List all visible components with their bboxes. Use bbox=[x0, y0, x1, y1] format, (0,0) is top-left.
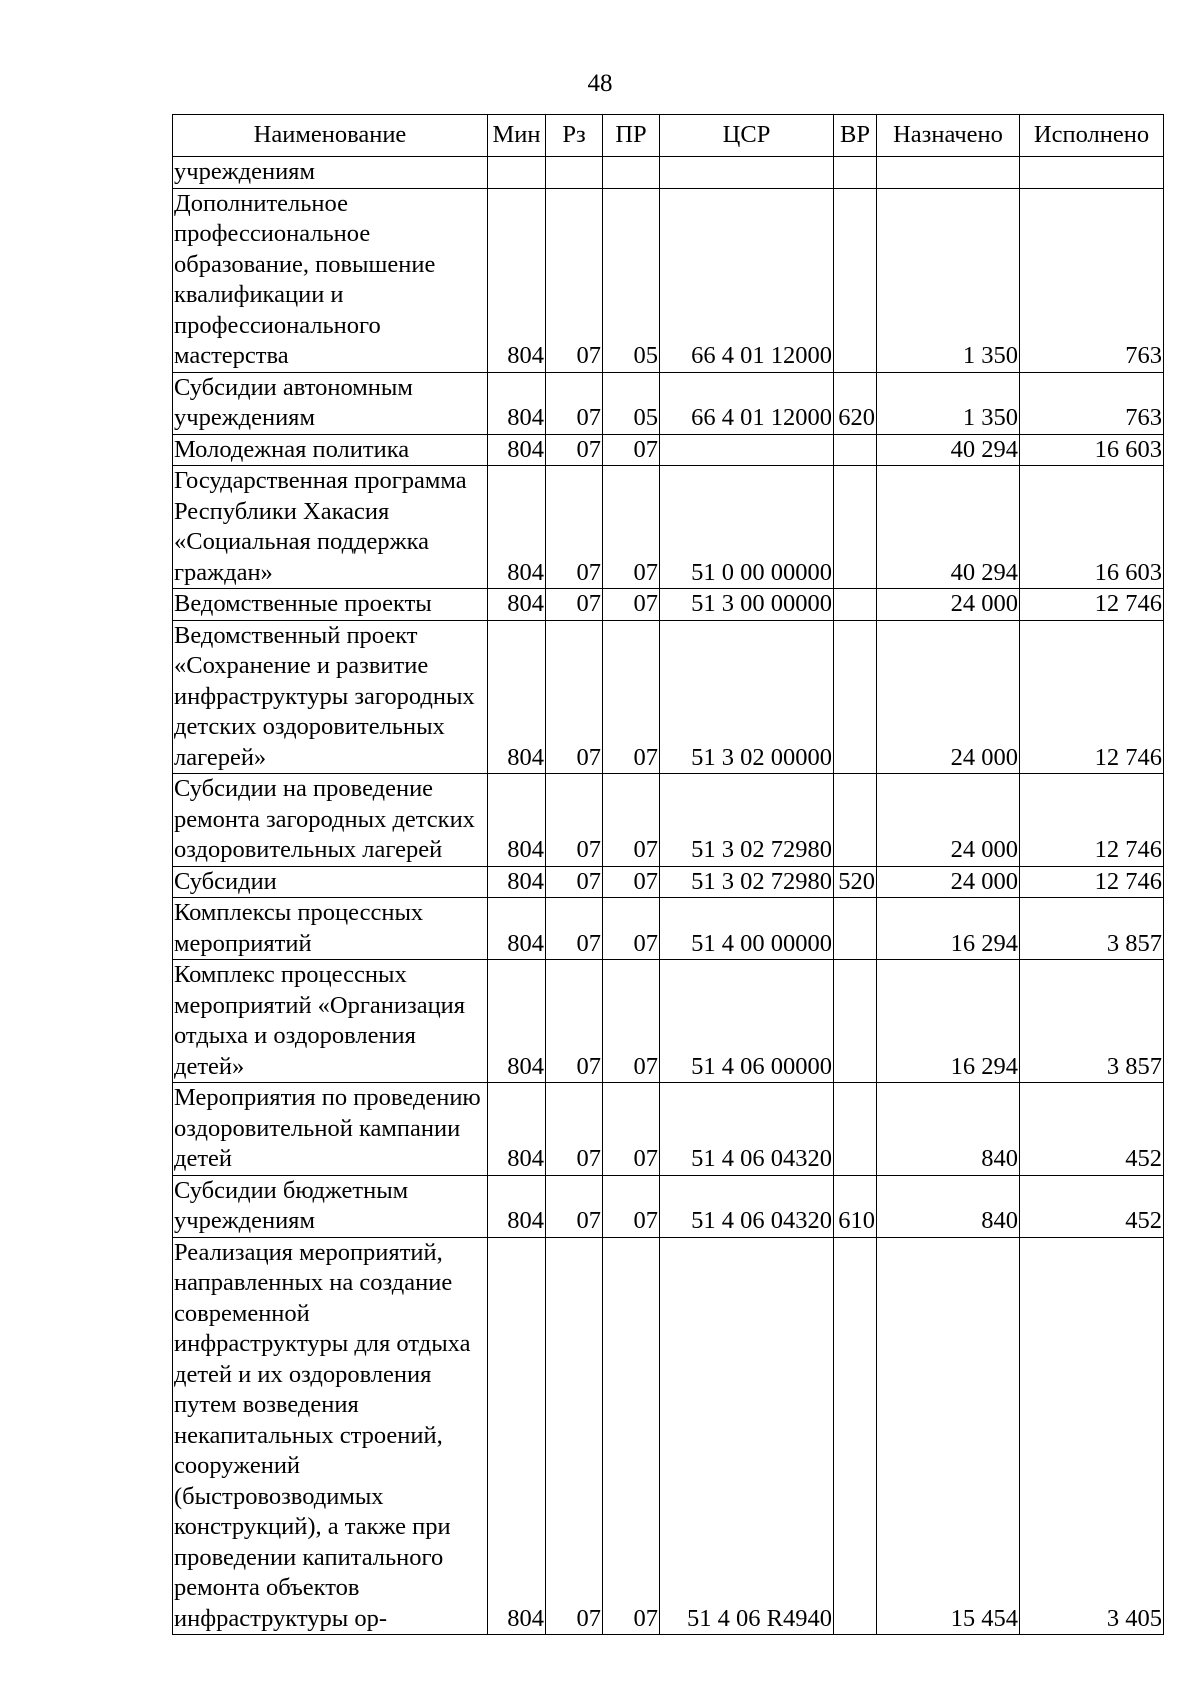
budget-table bbox=[172, 114, 1164, 1635]
cell-planned: 15 454 bbox=[877, 1237, 1020, 1635]
cell-executed: 3 857 bbox=[1020, 898, 1164, 960]
cell-name: Государственная программа Республики Хакасия «Социальная поддержка граждан» bbox=[173, 466, 488, 589]
page-number: 48 bbox=[587, 70, 613, 97]
cell-csr: 51 4 06 R4940 bbox=[660, 1237, 834, 1635]
cell-pr: 07 bbox=[603, 466, 660, 589]
cell-rz: 07 bbox=[546, 1237, 603, 1635]
cell-pr: 07 bbox=[603, 620, 660, 774]
cell-executed: 452 bbox=[1020, 1175, 1164, 1237]
cell-executed: 16 603 bbox=[1020, 434, 1164, 466]
cell-vr bbox=[834, 466, 877, 589]
table-row bbox=[173, 774, 1164, 867]
cell-min: 804 bbox=[488, 372, 546, 434]
cell-rz: 07 bbox=[546, 466, 603, 589]
header-min: Мин bbox=[488, 115, 546, 157]
cell-csr: 51 0 00 00000 bbox=[660, 466, 834, 589]
cell-planned: 16 294 bbox=[877, 960, 1020, 1083]
cell-pr: 05 bbox=[603, 372, 660, 434]
table-row bbox=[173, 589, 1164, 621]
cell-planned: 16 294 bbox=[877, 898, 1020, 960]
header-executed: Исполнено bbox=[1020, 115, 1164, 157]
cell-pr: 07 bbox=[603, 774, 660, 867]
cell-name: Комплекс процессных мероприятий «Организация отдыха и оздоровления детей» bbox=[173, 960, 488, 1083]
cell-csr: 66 4 01 12000 bbox=[660, 372, 834, 434]
cell-csr: 51 3 02 00000 bbox=[660, 620, 834, 774]
cell-min: 804 bbox=[488, 188, 546, 372]
cell-executed: 12 746 bbox=[1020, 774, 1164, 867]
cell-rz: 07 bbox=[546, 188, 603, 372]
cell-vr bbox=[834, 434, 877, 466]
cell-planned: 1 350 bbox=[877, 188, 1020, 372]
cell-name: Мероприятия по проведению оздоровительной кампании детей bbox=[173, 1083, 488, 1176]
cell-min: 804 bbox=[488, 434, 546, 466]
cell-name: Субсидии bbox=[173, 866, 488, 898]
cell-planned: 24 000 bbox=[877, 866, 1020, 898]
header-rz: Рз bbox=[546, 115, 603, 157]
cell-name: Молодежная политика bbox=[173, 434, 488, 466]
cell-rz: 07 bbox=[546, 620, 603, 774]
table-row bbox=[173, 1237, 1164, 1635]
cell-executed: 763 bbox=[1020, 188, 1164, 372]
cell-min: 804 bbox=[488, 1175, 546, 1237]
cell-pr: 07 bbox=[603, 1175, 660, 1237]
cell-planned: 40 294 bbox=[877, 434, 1020, 466]
cell-name: учреждениям bbox=[173, 157, 488, 189]
cell-planned: 840 bbox=[877, 1083, 1020, 1176]
cell-vr bbox=[834, 1083, 877, 1176]
table-row bbox=[173, 372, 1164, 434]
cell-vr bbox=[834, 960, 877, 1083]
cell-planned bbox=[877, 157, 1020, 189]
cell-rz: 07 bbox=[546, 589, 603, 621]
cell-planned: 40 294 bbox=[877, 466, 1020, 589]
cell-vr bbox=[834, 157, 877, 189]
cell-name: Ведомственный проект «Сохранение и развитие инфраструктуры загородных детских оздоровительных лагерей» bbox=[173, 620, 488, 774]
cell-min: 804 bbox=[488, 620, 546, 774]
table-row bbox=[173, 434, 1164, 466]
cell-csr: 51 3 02 72980 bbox=[660, 774, 834, 867]
cell-min: 804 bbox=[488, 589, 546, 621]
cell-pr: 07 bbox=[603, 866, 660, 898]
cell-rz bbox=[546, 157, 603, 189]
cell-csr bbox=[660, 157, 834, 189]
cell-rz: 07 bbox=[546, 372, 603, 434]
cell-executed: 3 405 bbox=[1020, 1237, 1164, 1635]
cell-planned: 840 bbox=[877, 1175, 1020, 1237]
cell-csr: 51 4 06 04320 bbox=[660, 1175, 834, 1237]
cell-min: 804 bbox=[488, 774, 546, 867]
table-row bbox=[173, 1083, 1164, 1176]
cell-name: Дополнительное профессиональное образование, повышение квалификации и профессионального мастерства bbox=[173, 188, 488, 372]
cell-vr bbox=[834, 898, 877, 960]
cell-executed: 3 857 bbox=[1020, 960, 1164, 1083]
cell-executed: 763 bbox=[1020, 372, 1164, 434]
header-csr: ЦСР bbox=[660, 115, 834, 157]
cell-pr: 07 bbox=[603, 960, 660, 1083]
table-body bbox=[173, 157, 1164, 1635]
cell-csr: 51 4 06 00000 bbox=[660, 960, 834, 1083]
cell-planned: 24 000 bbox=[877, 620, 1020, 774]
cell-vr bbox=[834, 188, 877, 372]
cell-name: Субсидии бюджетным учреждениям bbox=[173, 1175, 488, 1237]
cell-executed: 16 603 bbox=[1020, 466, 1164, 589]
cell-csr: 51 4 00 00000 bbox=[660, 898, 834, 960]
cell-planned: 24 000 bbox=[877, 589, 1020, 621]
cell-csr bbox=[660, 434, 834, 466]
cell-vr: 610 bbox=[834, 1175, 877, 1237]
cell-rz: 07 bbox=[546, 1175, 603, 1237]
cell-pr bbox=[603, 157, 660, 189]
table-header bbox=[173, 115, 1164, 157]
cell-pr: 07 bbox=[603, 1083, 660, 1176]
cell-name: Ведомственные проекты bbox=[173, 589, 488, 621]
cell-name: Субсидии на проведение ремонта загородных детских оздоровительных лагерей bbox=[173, 774, 488, 867]
cell-name: Реализация мероприятий, направленных на создание современной инфраструктуры для отдыха детей и их оздоровления путем возведения некапитальных строений, сооружений (быстровозводимых конструкций), а также при проведении капитального ремонта объектов инфраструктуры ор- bbox=[173, 1237, 488, 1635]
header-pr: ПР bbox=[603, 115, 660, 157]
header-name: Наименование bbox=[173, 115, 488, 157]
table-row bbox=[173, 1175, 1164, 1237]
cell-vr bbox=[834, 589, 877, 621]
header-row bbox=[173, 115, 1164, 157]
cell-pr: 07 bbox=[603, 1237, 660, 1635]
cell-pr: 07 bbox=[603, 434, 660, 466]
cell-rz: 07 bbox=[546, 898, 603, 960]
table-row bbox=[173, 960, 1164, 1083]
cell-planned: 1 350 bbox=[877, 372, 1020, 434]
cell-executed: 12 746 bbox=[1020, 866, 1164, 898]
cell-executed bbox=[1020, 157, 1164, 189]
table-row bbox=[173, 157, 1164, 189]
cell-min: 804 bbox=[488, 866, 546, 898]
cell-executed: 452 bbox=[1020, 1083, 1164, 1176]
table-row bbox=[173, 866, 1164, 898]
cell-executed: 12 746 bbox=[1020, 620, 1164, 774]
cell-min bbox=[488, 157, 546, 189]
cell-vr bbox=[834, 774, 877, 867]
table-row bbox=[173, 898, 1164, 960]
cell-csr: 51 3 00 00000 bbox=[660, 589, 834, 621]
cell-planned: 24 000 bbox=[877, 774, 1020, 867]
cell-min: 804 bbox=[488, 898, 546, 960]
cell-csr: 51 3 02 72980 bbox=[660, 866, 834, 898]
cell-csr: 66 4 01 12000 bbox=[660, 188, 834, 372]
table-row bbox=[173, 466, 1164, 589]
cell-vr bbox=[834, 1237, 877, 1635]
cell-rz: 07 bbox=[546, 434, 603, 466]
cell-name: Субсидии автономным учреждениям bbox=[173, 372, 488, 434]
cell-rz: 07 bbox=[546, 960, 603, 1083]
cell-name: Комплексы процессных мероприятий bbox=[173, 898, 488, 960]
cell-executed: 12 746 bbox=[1020, 589, 1164, 621]
cell-vr: 620 bbox=[834, 372, 877, 434]
cell-rz: 07 bbox=[546, 774, 603, 867]
cell-vr bbox=[834, 620, 877, 774]
header-planned: Назначено bbox=[877, 115, 1020, 157]
cell-pr: 07 bbox=[603, 898, 660, 960]
cell-pr: 07 bbox=[603, 589, 660, 621]
table-row bbox=[173, 188, 1164, 372]
cell-min: 804 bbox=[488, 466, 546, 589]
cell-vr: 520 bbox=[834, 866, 877, 898]
cell-csr: 51 4 06 04320 bbox=[660, 1083, 834, 1176]
cell-pr: 05 bbox=[603, 188, 660, 372]
cell-min: 804 bbox=[488, 1237, 546, 1635]
cell-rz: 07 bbox=[546, 866, 603, 898]
table-row bbox=[173, 620, 1164, 774]
cell-rz: 07 bbox=[546, 1083, 603, 1176]
cell-min: 804 bbox=[488, 1083, 546, 1176]
header-vr: ВР bbox=[834, 115, 877, 157]
cell-min: 804 bbox=[488, 960, 546, 1083]
